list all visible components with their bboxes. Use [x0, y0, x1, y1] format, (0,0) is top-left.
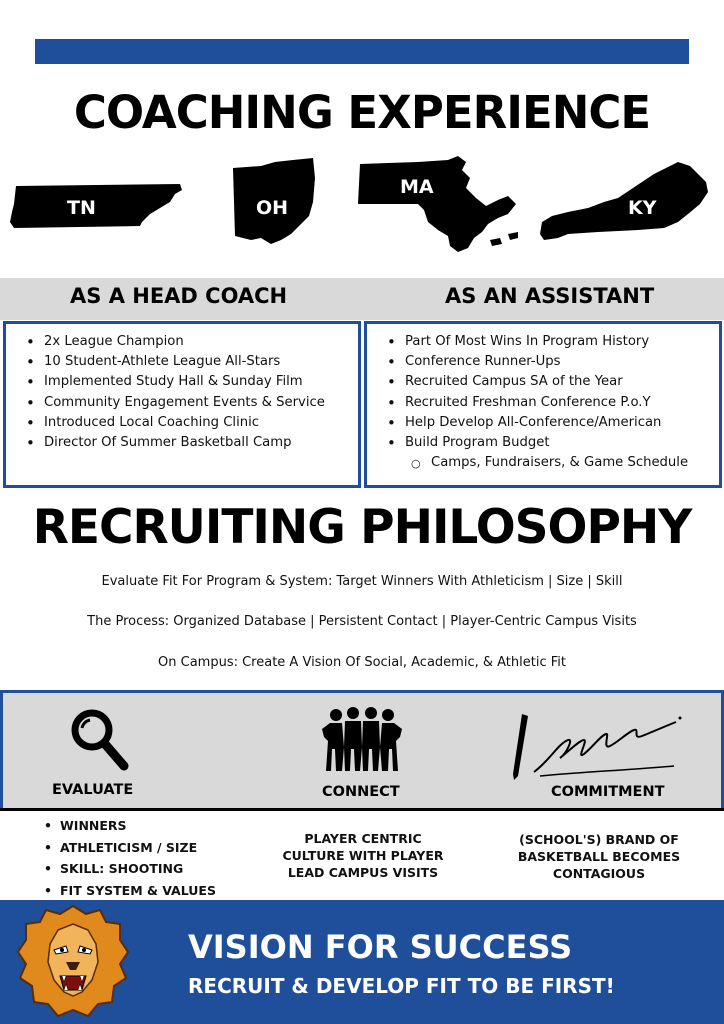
list-item: • Introduced Local Coaching Clinic — [20, 413, 358, 433]
massachusetts-map-icon — [358, 156, 520, 256]
assistant-list — [381, 332, 719, 473]
signature-pen-icon — [510, 710, 690, 794]
list-item: • ATHLETICISM / SIZE — [40, 837, 216, 859]
pillars-divider — [0, 808, 724, 811]
list-item: • Conference Runner-Ups — [381, 352, 719, 372]
state-label-tn: TN — [67, 197, 96, 219]
list-item: • Implemented Study Hall & Sunday Film — [20, 372, 358, 392]
kentucky-map-icon — [538, 162, 710, 242]
connect-label: CONNECT — [322, 784, 400, 800]
connect-line: LEAD CAMPUS VISITS — [287, 865, 439, 880]
head-coach-box — [3, 321, 361, 488]
footer-title: VISION FOR SUCCESS — [188, 928, 573, 966]
magnifier-icon — [68, 706, 130, 776]
list-item: • 2x League Champion — [20, 332, 358, 352]
evaluate-label: EVALUATE — [52, 782, 134, 798]
state-map-row — [0, 152, 724, 262]
page-title: COACHING EXPERIENCE — [73, 86, 651, 139]
list-item: • SKILL: SHOOTING — [40, 858, 216, 880]
connect-description — [268, 830, 458, 881]
state-label-ma: MA — [400, 176, 434, 198]
list-item: • 10 Student-Athlete League All-Stars — [20, 352, 358, 372]
list-item: • Part Of Most Wins In Program History — [381, 332, 719, 352]
commitment-label: COMMITMENT — [551, 784, 665, 800]
list-item: • Help Develop All-Conference/American — [381, 413, 719, 433]
commitment-line: CONTAGIOUS — [552, 866, 646, 881]
list-item: • Recruited Freshman Conference P.o.Y — [381, 393, 719, 413]
group-people-icon — [320, 707, 404, 777]
head-coach-list — [20, 332, 358, 453]
commitment-description — [504, 831, 694, 882]
assistant-heading: AS AN ASSISTANT — [445, 284, 655, 308]
state-label-oh: OH — [256, 197, 289, 219]
list-item: • Build Program Budget — [381, 433, 719, 453]
list-item: • Director Of Summer Basketball Camp — [20, 433, 358, 453]
head-coach-heading: AS A HEAD COACH — [70, 284, 288, 308]
tennessee-map-icon — [10, 182, 186, 232]
commitment-line: BASKETBALL BECOMES — [517, 849, 681, 864]
list-item: • WINNERS — [40, 815, 216, 837]
list-item: • FIT SYSTEM & VALUES — [40, 880, 216, 902]
list-item: • Community Engagement Events & Service — [20, 393, 358, 413]
connect-line: CULTURE WITH PLAYER — [282, 848, 444, 863]
lion-head-logo — [16, 904, 130, 1024]
philosophy-line: Evaluate Fit For Program & System: Target Winners With Athleticism | Size | Skill — [101, 574, 623, 589]
list-item: • Recruited Campus SA of the Year — [381, 372, 719, 392]
philosophy-line: The Process: Organized Database | Persistent Contact | Player-Centric Campus Visits — [87, 614, 637, 629]
footer-subtitle: RECRUIT & DEVELOP FIT TO BE FIRST! — [188, 974, 615, 998]
commitment-line: (SCHOOL'S) BRAND OF — [519, 832, 679, 847]
connect-line: PLAYER CENTRIC — [304, 831, 422, 846]
list-sub-item: ○ Camps, Fundraisers, & Game Schedule — [381, 453, 719, 473]
evaluate-list — [40, 815, 216, 901]
state-label-ky: KY — [628, 197, 657, 219]
philosophy-line: On Campus: Create A Vision Of Social, Academic, & Athletic Fit — [158, 655, 566, 670]
assistant-box — [364, 321, 722, 488]
top-accent-bar — [35, 39, 689, 64]
philosophy-title: RECRUITING PHILOSOPHY — [32, 500, 692, 555]
